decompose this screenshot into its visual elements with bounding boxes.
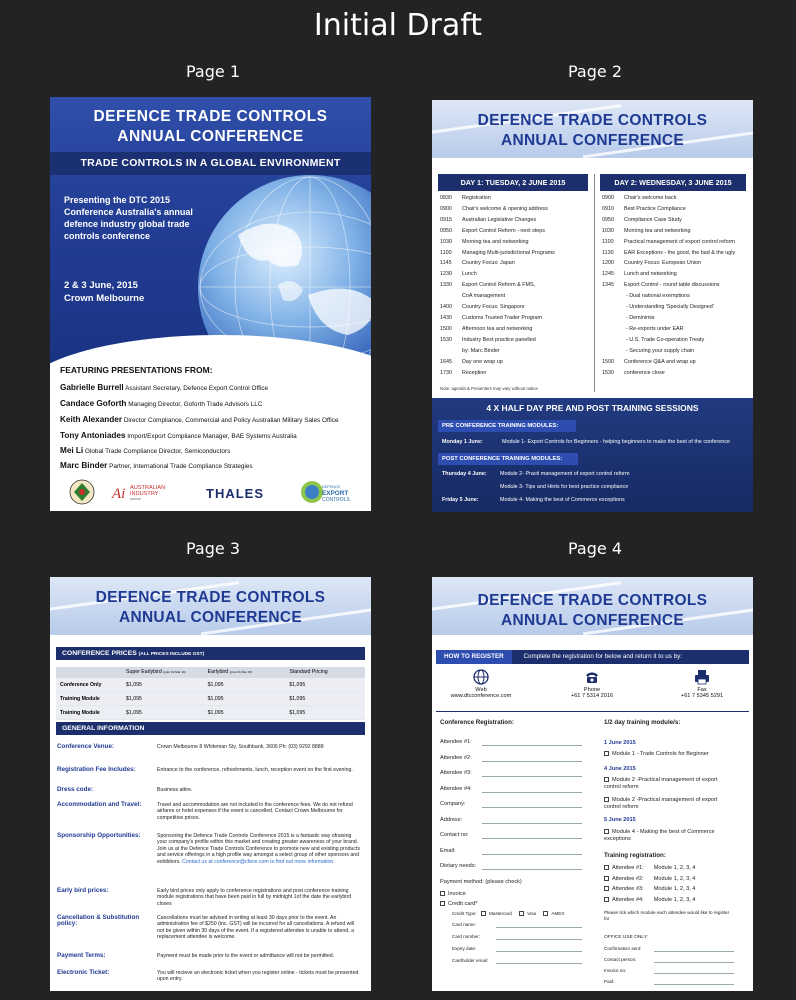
info-ticket: Electronic Ticket: You will recieve an electronic ticket when you register online - tickets must be presented upon entry. bbox=[57, 969, 359, 983]
training-title: 4 X HALF DAY PRE AND POST TRAINING SESSIONS bbox=[486, 403, 699, 413]
schedule-item: 1145 Country Focus: Japan bbox=[440, 260, 515, 267]
training-registration-heading: Training registration: bbox=[604, 852, 666, 859]
cover-date: 2 & 3 June, 2015 bbox=[64, 280, 138, 291]
info-earlybird: Early bird prices: Early bird prices only apply to conference registrations and post conference training module registrations that have been paid in full by midnight 1of the date the earlybird closes bbox=[57, 887, 352, 907]
speaker: Mei Li Global Trade Compliance Director, Semiconductors bbox=[60, 446, 231, 455]
svg-text:AUSTRALIAN: AUSTRALIAN bbox=[130, 485, 166, 491]
fax-contact: Fax +61 7 5345 5291 bbox=[657, 669, 747, 699]
svg-text:DEFENCE: DEFENCE bbox=[322, 485, 341, 489]
pre-conference-heading: PRE CONFERENCE TRAINING MODULES: bbox=[438, 420, 576, 432]
registration-field-input[interactable] bbox=[482, 792, 582, 793]
credit-checkbox bbox=[440, 901, 445, 906]
schedule-item: - Dual national exemptions bbox=[626, 293, 690, 300]
post-module-2: Module 2- Practi management of export control reform bbox=[500, 471, 630, 477]
registration-field-label: Address: bbox=[440, 816, 463, 823]
office-use-heading: OFFICE USE ONLY: bbox=[604, 935, 648, 940]
card-field-input[interactable] bbox=[496, 963, 582, 964]
schedule-item: by: Marc Binder bbox=[462, 347, 500, 354]
card-field-input[interactable] bbox=[496, 951, 582, 952]
office-field-label: Contact person: bbox=[604, 957, 637, 962]
page-1-cover bbox=[50, 97, 371, 511]
cover-intro: Presenting the DTC 2015 Conference Australia's annual defence industry global trade controls conference bbox=[64, 195, 193, 241]
schedule-item: 1400 Country Focus: Singapore bbox=[440, 304, 525, 311]
cover-date-block bbox=[64, 279, 144, 305]
page-label-3: Page 3 bbox=[186, 539, 240, 558]
header-title-line2: ANNUAL CONFERENCE bbox=[118, 609, 303, 626]
payment-method: Payment method: (please check) bbox=[440, 879, 522, 885]
thales-logo: THALES bbox=[206, 486, 264, 501]
registration-field-input[interactable] bbox=[482, 807, 582, 808]
table-row: Conference Only $1,095 $1,095 $1,095 bbox=[56, 678, 365, 692]
registration-field-input[interactable] bbox=[482, 776, 582, 777]
prices-table bbox=[56, 667, 365, 720]
table-row: Training Module $1,095 $1,095 $1,095 bbox=[56, 692, 365, 706]
half-day-heading: 1/2 day training module/s: bbox=[604, 719, 681, 726]
schedule-item: 0900 Chair's welcome back bbox=[602, 195, 677, 201]
header-title-line1: DEFENCE TRADE CONTROLS bbox=[477, 112, 708, 129]
header-title-line2: ANNUAL CONFERENCE bbox=[500, 612, 685, 629]
card-field-label: Expiry date: bbox=[452, 946, 477, 951]
pre-module: Module 1- Export Controls for Beginners - helping beginners to make the best of the conference bbox=[502, 439, 731, 445]
speaker: Tony Antoniades Import/Export Compliance Manager, BAE Systems Australia bbox=[60, 431, 297, 440]
registration-field-label: Attendee #3: bbox=[440, 770, 472, 776]
info-dress: Dress code: Business attire. bbox=[57, 786, 193, 793]
schedule-item: - Understanding 'Specially Designed' bbox=[626, 304, 714, 311]
fax-icon bbox=[694, 669, 710, 685]
web-contact: Web www.dtcconference.com bbox=[436, 669, 526, 699]
cover-title-line1: DEFENCE TRADE CONTROLS bbox=[93, 108, 328, 125]
phone-contact: Phone +61 7 5314 2016 bbox=[547, 669, 637, 699]
schedule-item: 0910 Best Practice Compliance bbox=[602, 205, 686, 212]
general-info-heading: GENERAL INFORMATION bbox=[56, 722, 365, 735]
schedule-item: 1530 Industry Best practice panelled bbox=[440, 336, 536, 343]
schedule-item: 1030 Morning tea and networking bbox=[440, 238, 529, 245]
registration-field-input[interactable] bbox=[482, 854, 582, 855]
page-4-registration bbox=[432, 577, 753, 991]
svg-text:EXPORT: EXPORT bbox=[322, 490, 349, 497]
globe-icon bbox=[473, 669, 489, 685]
schedule-item: 1730 Reception bbox=[440, 369, 487, 376]
post-module-4: Module 4- Making the best of Commerce exceptions bbox=[500, 497, 625, 503]
post-day-1: Thursday 4 June: bbox=[442, 471, 487, 477]
header-title-line2: ANNUAL CONFERENCE bbox=[500, 132, 685, 149]
date-2: 4 June 2015 bbox=[604, 766, 636, 772]
card-field-label: Cardholder email: bbox=[452, 958, 489, 963]
schedule-item: 0950 Export Control Reform - next steps bbox=[440, 227, 545, 234]
schedule-item: 1130 EAR Exceptions - the good, the bad & the ugly bbox=[602, 249, 736, 256]
schedule-item: 1345 Export Control - round table discussions bbox=[602, 282, 720, 289]
visa-checkbox[interactable] bbox=[519, 911, 524, 916]
training-registration-row[interactable]: Attendee #4: Module 1, 2, 3, 4 bbox=[604, 897, 695, 903]
speaker: Gabrielle Burrell Assistant Secretary, Defence Export Control Office bbox=[60, 383, 269, 392]
registration-field-input[interactable] bbox=[482, 761, 582, 762]
info-payment: Payment Terms: Payment must be made prior to the event or admittance will not be permitted. bbox=[57, 952, 335, 959]
page-label-1: Page 1 bbox=[186, 62, 240, 81]
info-cancellation: Cancellation & Substitution policy: Cancellations must be advised in writing at least 30 days prior to the event. An administration fee of $250 (inc. GST) will be incurred for all cancellations. A refund will not be given within 30 days of the event. If a registered attendee is unable to attend, a replacement attendee is welcome. bbox=[57, 914, 354, 941]
contact-link[interactable]: Contact us at conference@cfece.com to find out more information. bbox=[182, 858, 335, 865]
prices-header-row: Super Earlybird (prior 01 Mar 14) Earlybird (prior 01 Mar 15) Standard Pricing bbox=[56, 667, 365, 678]
schedule-item: 1500 Afternoon tea and networking bbox=[440, 325, 533, 332]
post-day-2: Friday 5 June: bbox=[442, 497, 479, 503]
registration-field-label: Dietary needs: bbox=[440, 863, 477, 869]
schedule-item: - Re-exports under EAR bbox=[626, 325, 684, 332]
speaker: Marc Binder Partner, International Trade Compliance Strategies bbox=[60, 461, 253, 470]
schedule-item: 1230 Lunch bbox=[440, 271, 477, 278]
office-field-input[interactable] bbox=[654, 984, 734, 985]
registration-field-input[interactable] bbox=[482, 745, 582, 746]
office-field-label: Confirmation sent: bbox=[604, 946, 642, 951]
crest-logo bbox=[70, 480, 94, 504]
how-to-register-bar bbox=[436, 650, 749, 664]
day1-heading: DAY 1: TUESDAY, 2 JUNE 2015 bbox=[438, 174, 588, 191]
registration-field-label: Email: bbox=[440, 847, 456, 854]
mastercard-checkbox[interactable] bbox=[481, 911, 486, 916]
info-accommodation: Accommodation and Travel: Travel and accommodation are not included in the conference fees. We do not refund airfares or hotel expenses if the event is cancelled. Contact Crown Melbourne for competitive prices. bbox=[57, 801, 353, 821]
schedule-item: 1200 Country Focus: European Union bbox=[602, 260, 702, 267]
credit-type: Credit Type: Mastercard Visa AMEX bbox=[452, 911, 565, 916]
office-field-label: Paid: bbox=[604, 979, 615, 984]
header-title-line1: DEFENCE TRADE CONTROLS bbox=[95, 589, 326, 606]
svg-text:GROUP: GROUP bbox=[130, 497, 142, 501]
speaker: Keith Alexander Director Compliance, Commercial and Policy Australian Military Sales Office bbox=[60, 415, 339, 424]
training-section bbox=[432, 398, 753, 512]
office-field-input[interactable] bbox=[654, 962, 734, 963]
schedule-item: - U.S. Trade Co-operation Treaty bbox=[626, 336, 705, 343]
office-field-label: Invoice no: bbox=[604, 968, 627, 973]
page-2-program bbox=[432, 100, 753, 512]
web-link[interactable]: www.dtcconference.com bbox=[450, 693, 512, 699]
registration-field-label: Attendee #1: bbox=[440, 739, 472, 745]
schedule-item: 1100 Practical management of export control reform bbox=[602, 238, 735, 245]
info-venue: Conference Venue: Crown Melbourne 8 Whiteman Sty, Southbank, 3606 Ph: (03) 9292 8888 bbox=[57, 743, 324, 750]
invoice-checkbox bbox=[440, 891, 445, 896]
svg-text:INDUSTRY: INDUSTRY bbox=[130, 491, 159, 497]
schedule-item: 0915 Australian Legislative Changes bbox=[440, 216, 537, 223]
page-label-4: Page 4 bbox=[568, 539, 622, 558]
card-field-input[interactable] bbox=[496, 927, 582, 928]
table-row: Training Module $1,095 $1,095 $1,095 bbox=[56, 706, 365, 720]
day2-schedule bbox=[602, 193, 752, 378]
invoice-option[interactable]: Invoice bbox=[440, 891, 466, 897]
day2-heading: DAY 2: WEDNESDAY, 3 JUNE 2015 bbox=[600, 174, 746, 191]
page-3-prices bbox=[50, 577, 371, 991]
module-4-option[interactable]: Module 4 - Making the best of Commerce exceptions bbox=[604, 829, 715, 842]
cover-title-line2: ANNUAL CONFERENCE bbox=[117, 128, 304, 145]
schedule-item: 1530 conference close bbox=[602, 369, 665, 376]
training-registration-row[interactable]: Attendee #1: Module 1, 2, 3, 4 bbox=[604, 865, 695, 871]
registration-field-label: Attendee #2: bbox=[440, 754, 472, 761]
registration-field-input[interactable] bbox=[482, 823, 582, 824]
svg-text:Ai: Ai bbox=[112, 486, 126, 502]
svg-text:CONTROLS: CONTROLS bbox=[322, 497, 350, 503]
schedule-item: 0830 Registration bbox=[440, 195, 491, 201]
info-sponsorship: Sponsorship Opportunities: Sponsoring the Defence Trade Controls Conference 2015 is a fantastic way ofraising your company's profile within this market and creating greater awareness of your brand. Join us at the Defence Trade Controls Conference to promote new and existing products and service offerings in a high profile way amongst a select group of other sponsors and exhibitors. Contact us at conference@cfece.com to find out more information. bbox=[57, 832, 361, 865]
module-1-option[interactable]: Module 1 - Trade Controls for Beginner bbox=[604, 751, 709, 757]
cover-venue: Crown Melbourne bbox=[64, 293, 145, 304]
speaker: Candace Goforth Managing Director, Goforth Trade Advisors LLC bbox=[60, 399, 263, 408]
document-title: Initial Draft bbox=[313, 8, 483, 43]
credit-option[interactable]: Credit card* bbox=[440, 901, 478, 907]
pre-day: Monday 1 June: bbox=[442, 439, 483, 445]
amex-checkbox[interactable] bbox=[543, 911, 548, 916]
office-field-input[interactable] bbox=[654, 973, 734, 974]
schedule-item: - Deminimis bbox=[626, 314, 655, 321]
registration-heading: Conference Registration: bbox=[440, 719, 514, 726]
training-registration-row[interactable]: Attendee #3: Module 1, 2, 3, 4 bbox=[604, 886, 695, 892]
schedule-item: - Securing your supply chain bbox=[626, 347, 695, 354]
column-divider bbox=[594, 174, 595, 392]
how-to-register-label: HOW TO REGISTER bbox=[436, 650, 512, 664]
schedule-item: CoA management bbox=[462, 293, 506, 300]
featuring-heading: FEATURING PRESENTATIONS FROM: bbox=[60, 365, 213, 375]
info-fee: Registration Fee Includes: Entrance to the conference, refreshments, lunch, reception event on the first evening. bbox=[57, 766, 353, 773]
schedule-item: 1430 Customs Trusted Trader Program bbox=[440, 314, 542, 321]
agenda-note: Note: agenda & Presenters may vary without notice bbox=[440, 386, 538, 391]
schedule-item: 0950 Compliance Case Study bbox=[602, 216, 682, 223]
header-title-line1: DEFENCE TRADE CONTROLS bbox=[477, 592, 708, 609]
card-field-label: Card name: bbox=[452, 922, 477, 927]
registration-field-input[interactable] bbox=[482, 869, 582, 870]
date-1: 1 June 2015 bbox=[604, 740, 636, 746]
post-module-3: Module 3- Tips and Hints for best practice compliance bbox=[500, 484, 629, 490]
prices-heading: CONFERENCE PRICES (ALL PRICES INCLUDE GST) bbox=[56, 647, 365, 660]
schedule-item: 1330 Export Control Reform & FMS, bbox=[440, 282, 536, 289]
cover-band: TRADE CONTROLS IN A GLOBAL ENVIRONMENT bbox=[50, 152, 371, 175]
card-field-input[interactable] bbox=[496, 939, 582, 940]
module-3-option[interactable]: Module 2 -Practical management of export control reform bbox=[604, 797, 718, 810]
page-label-2: Page 2 bbox=[568, 62, 622, 81]
registration-field-input[interactable] bbox=[482, 838, 582, 839]
schedule-item: 1030 Morning tea and networking bbox=[602, 227, 691, 234]
schedule-item: 1245 Lunch and networking bbox=[602, 271, 677, 278]
date-3: 5 June 2015 bbox=[604, 817, 636, 823]
sponsor-logos bbox=[50, 478, 371, 508]
training-registration-row[interactable]: Attendee #2: Module 1, 2, 3, 4 bbox=[604, 876, 695, 882]
schedule-item: 1645 Day one wrap up bbox=[440, 358, 503, 365]
phone-icon bbox=[584, 669, 600, 685]
post-conference-heading: POST CONFERENCE TRAINING MODULES: bbox=[438, 453, 578, 465]
office-field-input[interactable] bbox=[654, 951, 734, 952]
module-2-option[interactable]: Module 2 -Practical management of export control reform bbox=[604, 777, 718, 790]
registration-field-label: Contact no: bbox=[440, 832, 469, 838]
schedule-item: 0900 Chair's welcome & opening address bbox=[440, 205, 548, 212]
day1-schedule bbox=[440, 193, 592, 378]
schedule-item: 1100 Managing Multi-jurisdictional Programs bbox=[440, 249, 555, 256]
tick-note: Please tick which module each attendee would like to register for bbox=[604, 910, 730, 921]
registration-field-label: Attendee #4: bbox=[440, 785, 472, 792]
divider bbox=[436, 711, 749, 712]
how-to-register-text: Complete the registration for below and return it to us by: bbox=[523, 653, 683, 660]
defence-export-controls-logo bbox=[301, 481, 350, 503]
card-field-label: Card number: bbox=[452, 934, 481, 939]
registration-field-label: Company: bbox=[440, 801, 466, 807]
schedule-item: 1500 Conference Q&A and wrap up bbox=[602, 358, 696, 365]
australian-industry-group-logo bbox=[111, 485, 165, 502]
